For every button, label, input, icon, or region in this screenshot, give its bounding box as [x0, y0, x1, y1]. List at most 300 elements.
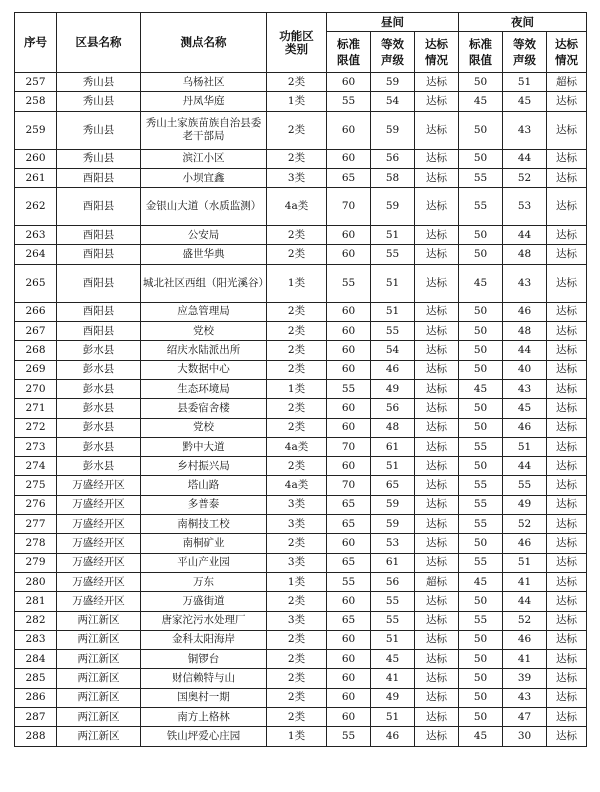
cell-site: 金银山大道（水质监测） [141, 188, 267, 226]
cell-day-status: 达标 [415, 437, 459, 456]
cell-night-std: 50 [459, 226, 503, 245]
cell-day-leq: 46 [371, 727, 415, 746]
cell-site: 滨江小区 [141, 149, 267, 168]
cell-day-leq: 54 [371, 92, 415, 111]
table-row [15, 73, 587, 92]
cell-day-leq: 45 [371, 650, 415, 669]
cell-day-status: 达标 [415, 669, 459, 688]
cell-night-leq: 52 [503, 515, 547, 534]
cell-county: 两江新区 [57, 650, 141, 669]
cell-night-leq: 46 [503, 418, 547, 437]
cell-zone: 4a类 [267, 188, 327, 226]
cell-zone: 2类 [267, 322, 327, 341]
cell-seq: 262 [15, 188, 57, 226]
cell-day-status: 达标 [415, 302, 459, 321]
cell-day-leq: 54 [371, 341, 415, 360]
cell-night-leq: 46 [503, 302, 547, 321]
table-row [15, 226, 587, 245]
cell-county: 彭水县 [57, 437, 141, 456]
cell-site: 多普泰 [141, 495, 267, 514]
table-row [15, 495, 587, 514]
cell-seq: 281 [15, 592, 57, 611]
cell-county: 万盛经开区 [57, 553, 141, 572]
cell-night-leq: 41 [503, 650, 547, 669]
cell-seq: 283 [15, 630, 57, 649]
cell-day-status: 达标 [415, 92, 459, 111]
cell-zone: 3类 [267, 611, 327, 630]
cell-day-status: 达标 [415, 341, 459, 360]
cell-day-status: 达标 [415, 457, 459, 476]
cell-day-leq: 46 [371, 360, 415, 379]
cell-night-status: 超标 [547, 73, 587, 92]
table-row [15, 245, 587, 264]
table-row [15, 399, 587, 418]
cell-seq: 287 [15, 708, 57, 727]
cell-zone: 3类 [267, 515, 327, 534]
cell-night-leq: 48 [503, 322, 547, 341]
table-row [15, 418, 587, 437]
cell-county: 两江新区 [57, 669, 141, 688]
cell-seq: 270 [15, 379, 57, 398]
table-row [15, 476, 587, 495]
table-row [15, 457, 587, 476]
cell-seq: 258 [15, 92, 57, 111]
cell-seq: 277 [15, 515, 57, 534]
cell-zone: 2类 [267, 149, 327, 168]
cell-night-std: 50 [459, 73, 503, 92]
cell-day-leq: 49 [371, 379, 415, 398]
cell-day-leq: 58 [371, 168, 415, 187]
cell-site: 南桐技工校 [141, 515, 267, 534]
cell-day-status: 达标 [415, 592, 459, 611]
cell-day-leq: 59 [371, 188, 415, 226]
cell-day-std: 60 [327, 592, 371, 611]
cell-seq: 288 [15, 727, 57, 746]
cell-day-status: 达标 [415, 399, 459, 418]
cell-night-std: 45 [459, 264, 503, 302]
cell-night-leq: 46 [503, 534, 547, 553]
table-row [15, 592, 587, 611]
cell-day-leq: 56 [371, 399, 415, 418]
cell-night-leq: 44 [503, 149, 547, 168]
cell-zone: 3类 [267, 495, 327, 514]
cell-site: 应急管理局 [141, 302, 267, 321]
cell-night-std: 55 [459, 437, 503, 456]
cell-county: 酉阳县 [57, 226, 141, 245]
cell-night-std: 45 [459, 92, 503, 111]
cell-zone: 3类 [267, 168, 327, 187]
cell-night-std: 45 [459, 379, 503, 398]
table-row [15, 515, 587, 534]
cell-site: 党校 [141, 418, 267, 437]
table-row [15, 708, 587, 727]
cell-night-std: 50 [459, 688, 503, 707]
cell-night-std: 50 [459, 360, 503, 379]
cell-night-status: 达标 [547, 553, 587, 572]
cell-night-status: 达标 [547, 379, 587, 398]
cell-zone: 1类 [267, 264, 327, 302]
cell-seq: 265 [15, 264, 57, 302]
cell-zone: 2类 [267, 399, 327, 418]
cell-site: 大数据中心 [141, 360, 267, 379]
table-row [15, 168, 587, 187]
cell-day-std: 60 [327, 302, 371, 321]
table-row [15, 650, 587, 669]
cell-day-std: 70 [327, 476, 371, 495]
cell-night-std: 50 [459, 592, 503, 611]
cell-night-leq: 41 [503, 572, 547, 591]
cell-day-std: 60 [327, 650, 371, 669]
cell-day-std: 60 [327, 73, 371, 92]
table-row [15, 534, 587, 553]
cell-night-status: 达标 [547, 111, 587, 149]
cell-seq: 286 [15, 688, 57, 707]
cell-county: 两江新区 [57, 727, 141, 746]
cell-night-std: 50 [459, 534, 503, 553]
cell-seq: 266 [15, 302, 57, 321]
cell-night-std: 50 [459, 149, 503, 168]
cell-day-leq: 61 [371, 553, 415, 572]
cell-day-std: 60 [327, 669, 371, 688]
cell-night-status: 达标 [547, 572, 587, 591]
cell-night-leq: 44 [503, 457, 547, 476]
cell-day-std: 60 [327, 360, 371, 379]
cell-day-status: 达标 [415, 149, 459, 168]
cell-night-leq: 51 [503, 437, 547, 456]
cell-zone: 2类 [267, 418, 327, 437]
cell-day-std: 60 [327, 708, 371, 727]
cell-night-leq: 40 [503, 360, 547, 379]
cell-day-std: 65 [327, 168, 371, 187]
cell-day-status: 达标 [415, 476, 459, 495]
cell-site: 盛世华典 [141, 245, 267, 264]
cell-site: 党校 [141, 322, 267, 341]
cell-county: 彭水县 [57, 457, 141, 476]
cell-night-status: 达标 [547, 457, 587, 476]
cell-zone: 2类 [267, 669, 327, 688]
cell-day-leq: 55 [371, 592, 415, 611]
header-zone: 功能区 类别 [267, 13, 327, 73]
cell-night-std: 55 [459, 188, 503, 226]
cell-night-std: 45 [459, 572, 503, 591]
header-night-std: 标准 限值 [459, 32, 503, 73]
cell-night-std: 45 [459, 727, 503, 746]
cell-day-leq: 55 [371, 245, 415, 264]
cell-site: 小坝宜鑫 [141, 168, 267, 187]
table-row [15, 669, 587, 688]
table-row [15, 572, 587, 591]
cell-county: 万盛经开区 [57, 592, 141, 611]
cell-county: 两江新区 [57, 611, 141, 630]
cell-day-leq: 59 [371, 515, 415, 534]
cell-day-std: 60 [327, 399, 371, 418]
cell-night-leq: 46 [503, 630, 547, 649]
header-night: 夜间 [459, 13, 587, 32]
cell-site: 万盛街道 [141, 592, 267, 611]
cell-night-status: 达标 [547, 245, 587, 264]
cell-zone: 2类 [267, 360, 327, 379]
cell-day-leq: 51 [371, 302, 415, 321]
table-row [15, 322, 587, 341]
cell-seq: 268 [15, 341, 57, 360]
cell-day-std: 60 [327, 341, 371, 360]
cell-night-status: 达标 [547, 302, 587, 321]
cell-site: 南方上格林 [141, 708, 267, 727]
cell-day-std: 60 [327, 457, 371, 476]
cell-seq: 272 [15, 418, 57, 437]
table-row [15, 302, 587, 321]
cell-day-leq: 56 [371, 149, 415, 168]
cell-county: 酉阳县 [57, 302, 141, 321]
cell-seq: 284 [15, 650, 57, 669]
cell-seq: 273 [15, 437, 57, 456]
cell-night-std: 50 [459, 341, 503, 360]
cell-seq: 278 [15, 534, 57, 553]
cell-site: 生态环境局 [141, 379, 267, 398]
table-row [15, 188, 587, 226]
cell-night-status: 达标 [547, 650, 587, 669]
cell-night-leq: 52 [503, 611, 547, 630]
cell-night-status: 达标 [547, 476, 587, 495]
cell-site: 铜锣台 [141, 650, 267, 669]
cell-day-status: 达标 [415, 226, 459, 245]
cell-day-leq: 41 [371, 669, 415, 688]
cell-night-leq: 55 [503, 476, 547, 495]
cell-county: 彭水县 [57, 360, 141, 379]
cell-night-leq: 43 [503, 379, 547, 398]
cell-day-status: 达标 [415, 418, 459, 437]
cell-night-status: 达标 [547, 688, 587, 707]
cell-day-status: 达标 [415, 245, 459, 264]
cell-zone: 2类 [267, 111, 327, 149]
header-day-leq: 等效 声级 [371, 32, 415, 73]
cell-day-leq: 59 [371, 111, 415, 149]
table-row [15, 437, 587, 456]
cell-county: 秀山县 [57, 73, 141, 92]
cell-night-status: 达标 [547, 322, 587, 341]
cell-night-leq: 43 [503, 111, 547, 149]
cell-zone: 1类 [267, 727, 327, 746]
cell-night-std: 50 [459, 418, 503, 437]
cell-day-leq: 51 [371, 457, 415, 476]
cell-day-status: 达标 [415, 188, 459, 226]
cell-county: 秀山县 [57, 92, 141, 111]
header-site: 测点名称 [141, 13, 267, 73]
cell-day-status: 达标 [415, 611, 459, 630]
cell-day-std: 55 [327, 727, 371, 746]
cell-day-status: 达标 [415, 73, 459, 92]
cell-county: 万盛经开区 [57, 476, 141, 495]
cell-seq: 280 [15, 572, 57, 591]
cell-site: 乡村振兴局 [141, 457, 267, 476]
cell-day-leq: 55 [371, 611, 415, 630]
cell-county: 酉阳县 [57, 168, 141, 187]
cell-seq: 264 [15, 245, 57, 264]
cell-day-std: 60 [327, 149, 371, 168]
cell-night-leq: 44 [503, 341, 547, 360]
cell-site: 铁山坪爱心庄园 [141, 727, 267, 746]
header-day: 昼间 [327, 13, 459, 32]
cell-night-status: 达标 [547, 226, 587, 245]
table-row [15, 111, 587, 149]
cell-seq: 269 [15, 360, 57, 379]
cell-night-status: 达标 [547, 188, 587, 226]
cell-night-status: 达标 [547, 168, 587, 187]
cell-day-leq: 56 [371, 572, 415, 591]
noise-monitoring-table [14, 12, 587, 747]
cell-seq: 259 [15, 111, 57, 149]
cell-night-leq: 45 [503, 92, 547, 111]
cell-day-status: 达标 [415, 360, 459, 379]
header-night-leq: 等效 声级 [503, 32, 547, 73]
table-row [15, 92, 587, 111]
cell-day-status: 超标 [415, 572, 459, 591]
cell-seq: 263 [15, 226, 57, 245]
cell-day-std: 60 [327, 226, 371, 245]
cell-seq: 261 [15, 168, 57, 187]
cell-night-std: 50 [459, 322, 503, 341]
cell-day-status: 达标 [415, 708, 459, 727]
table-row [15, 553, 587, 572]
cell-night-std: 50 [459, 111, 503, 149]
cell-day-std: 60 [327, 688, 371, 707]
cell-day-status: 达标 [415, 515, 459, 534]
table-row [15, 611, 587, 630]
cell-zone: 2类 [267, 708, 327, 727]
cell-day-std: 55 [327, 264, 371, 302]
cell-night-std: 55 [459, 476, 503, 495]
cell-day-std: 55 [327, 572, 371, 591]
cell-night-leq: 44 [503, 226, 547, 245]
cell-day-leq: 51 [371, 708, 415, 727]
cell-seq: 271 [15, 399, 57, 418]
cell-night-std: 55 [459, 495, 503, 514]
cell-zone: 2类 [267, 630, 327, 649]
cell-day-status: 达标 [415, 553, 459, 572]
header-day-status: 达标 情况 [415, 32, 459, 73]
cell-county: 彭水县 [57, 418, 141, 437]
cell-night-std: 55 [459, 553, 503, 572]
cell-site: 公安局 [141, 226, 267, 245]
cell-seq: 274 [15, 457, 57, 476]
cell-night-status: 达标 [547, 708, 587, 727]
cell-county: 万盛经开区 [57, 495, 141, 514]
cell-county: 两江新区 [57, 708, 141, 727]
cell-day-std: 55 [327, 379, 371, 398]
cell-day-std: 55 [327, 92, 371, 111]
cell-night-status: 达标 [547, 495, 587, 514]
cell-night-std: 50 [459, 669, 503, 688]
cell-night-std: 50 [459, 245, 503, 264]
cell-site: 塔山路 [141, 476, 267, 495]
cell-zone: 1类 [267, 379, 327, 398]
cell-night-status: 达标 [547, 149, 587, 168]
cell-day-status: 达标 [415, 495, 459, 514]
cell-site: 南桐矿业 [141, 534, 267, 553]
table-row [15, 379, 587, 398]
cell-day-std: 65 [327, 611, 371, 630]
cell-county: 两江新区 [57, 630, 141, 649]
cell-day-status: 达标 [415, 264, 459, 302]
header-day-std: 标准 限值 [327, 32, 371, 73]
cell-night-status: 达标 [547, 437, 587, 456]
cell-seq: 285 [15, 669, 57, 688]
cell-day-status: 达标 [415, 379, 459, 398]
cell-night-status: 达标 [547, 264, 587, 302]
cell-night-status: 达标 [547, 611, 587, 630]
cell-night-leq: 53 [503, 188, 547, 226]
cell-county: 两江新区 [57, 688, 141, 707]
cell-day-status: 达标 [415, 168, 459, 187]
cell-zone: 2类 [267, 457, 327, 476]
cell-day-leq: 53 [371, 534, 415, 553]
header-county: 区县名称 [57, 13, 141, 73]
cell-night-leq: 45 [503, 399, 547, 418]
cell-night-std: 50 [459, 708, 503, 727]
cell-day-std: 65 [327, 495, 371, 514]
cell-night-std: 55 [459, 168, 503, 187]
cell-day-std: 60 [327, 322, 371, 341]
cell-zone: 2类 [267, 226, 327, 245]
cell-county: 秀山县 [57, 149, 141, 168]
cell-night-std: 50 [459, 399, 503, 418]
cell-county: 彭水县 [57, 379, 141, 398]
cell-night-std: 55 [459, 611, 503, 630]
cell-day-status: 达标 [415, 727, 459, 746]
header-seq: 序号 [15, 13, 57, 73]
table-row [15, 688, 587, 707]
cell-night-leq: 39 [503, 669, 547, 688]
cell-day-std: 60 [327, 245, 371, 264]
cell-day-std: 65 [327, 553, 371, 572]
cell-day-std: 70 [327, 437, 371, 456]
table-row [15, 360, 587, 379]
cell-day-leq: 65 [371, 476, 415, 495]
cell-site: 秀山土家族苗族自治县委老干部局 [141, 111, 267, 149]
cell-day-leq: 55 [371, 322, 415, 341]
cell-county: 酉阳县 [57, 188, 141, 226]
cell-day-status: 达标 [415, 322, 459, 341]
cell-day-leq: 51 [371, 226, 415, 245]
cell-zone: 2类 [267, 245, 327, 264]
cell-county: 酉阳县 [57, 264, 141, 302]
cell-night-leq: 49 [503, 495, 547, 514]
cell-night-status: 达标 [547, 534, 587, 553]
cell-day-std: 65 [327, 515, 371, 534]
cell-night-leq: 47 [503, 708, 547, 727]
cell-day-status: 达标 [415, 688, 459, 707]
cell-site: 县委宿舍楼 [141, 399, 267, 418]
cell-seq: 279 [15, 553, 57, 572]
cell-day-std: 60 [327, 630, 371, 649]
cell-night-status: 达标 [547, 418, 587, 437]
cell-day-leq: 61 [371, 437, 415, 456]
cell-county: 酉阳县 [57, 322, 141, 341]
cell-site: 绍庆水陆派出所 [141, 341, 267, 360]
table-row [15, 727, 587, 746]
cell-seq: 276 [15, 495, 57, 514]
cell-night-leq: 30 [503, 727, 547, 746]
table-row [15, 149, 587, 168]
cell-night-leq: 52 [503, 168, 547, 187]
cell-county: 万盛经开区 [57, 534, 141, 553]
cell-site: 平山产业园 [141, 553, 267, 572]
cell-night-status: 达标 [547, 727, 587, 746]
cell-site: 唐家沱污水处理厂 [141, 611, 267, 630]
cell-zone: 2类 [267, 341, 327, 360]
cell-county: 酉阳县 [57, 245, 141, 264]
cell-day-status: 达标 [415, 630, 459, 649]
